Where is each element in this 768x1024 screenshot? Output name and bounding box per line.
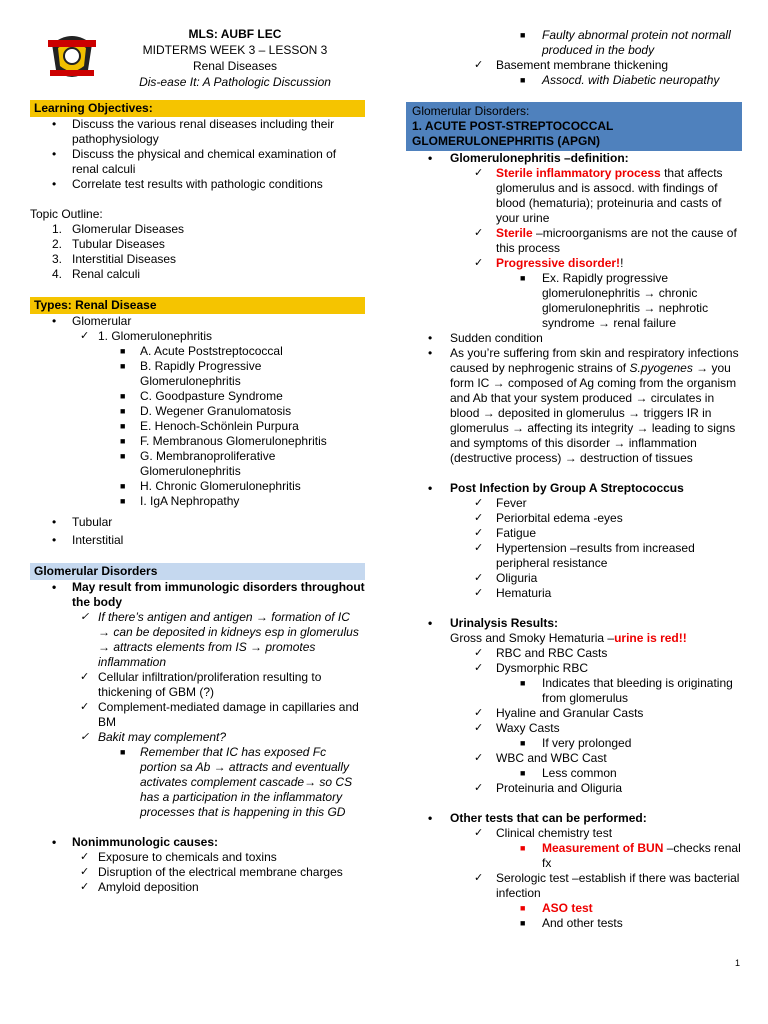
list-item: • Urinalysis Results: [428, 616, 559, 630]
list-item: ✓ WBC and WBC Cast [474, 751, 607, 765]
left-column [30, 100, 365, 895]
list-item: ■ Ex. Rapidly progressive glomerulonephritis → chronic glomerulonephritis → nephrotic syndrome → renal failure [520, 271, 709, 330]
list-item: • Interstitial [52, 533, 124, 547]
types-heading: Types: Renal Disease [30, 297, 365, 314]
list-item: ■ Less common [520, 766, 617, 780]
post-infection-list [406, 481, 742, 601]
list-item: ✓ Waxy Casts [474, 721, 560, 735]
list-item: • Tubular [52, 515, 113, 529]
list-item: ✓ Hematuria [474, 586, 552, 600]
list-item: ✓ If there’s antigen and antigen → formation of IC → can be deposited in kidneys esp in glomerulus → attracts elements from IS → promotes inflammation [80, 610, 359, 669]
nonimmunologic-list [30, 835, 365, 895]
list-item: 2. Tubular Diseases [52, 237, 165, 251]
topic-outline-list [30, 222, 365, 282]
apgn-list [406, 151, 742, 466]
list-item: ✓ Amyloid deposition [80, 880, 199, 894]
list-item: • Correlate test results with pathologic conditions [52, 177, 323, 191]
list-item: ✓ Progressive disorder!! [474, 256, 624, 270]
list-item: ■ Faulty abnormal protein not normall produced in the body [520, 28, 731, 57]
list-item: • Discuss the physical and chemical examination of renal calculi [52, 147, 337, 176]
list-item: ■ Remember that IC has exposed Fc portion sa Ab → attracts and eventually activates complement cascade→ so CS has a participation in the inflammatory processes that is happening in this GD [120, 745, 353, 819]
list-item: ✓ Sterile inflammatory process that affects glomerulus and is assocd. with findings of blood (hematuria); proteinuria and casts of your urine [474, 166, 723, 225]
section-title-box: Glomerular Disorders: 1. ACUTE POST-STREPTOCOCCAL GLOMERULONEPHRITIS (APGN) [406, 102, 742, 151]
list-item: ✓ RBC and RBC Casts [474, 646, 608, 660]
list-item: ■ F. Membranous Glomerulonephritis [120, 434, 327, 448]
types-list [30, 314, 365, 548]
list-item: ✓ Bakit may complement? [80, 730, 227, 744]
right-column [406, 28, 742, 931]
list-item: ✓ Hyaline and Granular Casts [474, 706, 644, 720]
list-item: ✓ Basement membrane thickening [474, 58, 669, 72]
continued-list [406, 28, 742, 88]
list-item: ■ Assocd. with Diabetic neuropathy [520, 73, 720, 87]
list-item: • Other tests that can be performed: [428, 811, 647, 825]
learning-objectives-list [30, 117, 365, 192]
list-item: • As you’re suffering from skin and respiratory infections caused by nephrogenic strains of S.pyogenes → you form IC → composed of Ag coming from the organism and Ab that your system produced → circulates in blood → deposited in glomerulus → triggers IR in glomerulus → affecting its integrity → leading to signs and symptoms of this disorder → inflammation (destructive process) → destruction of tissues [428, 346, 739, 465]
school-logo [44, 26, 100, 86]
list-item: ■ C. Goodpasture Syndrome [120, 389, 283, 403]
list-item: ■ Indicates that bleeding is originating from glomerulus [520, 676, 733, 705]
list-item: 4. Renal calculi [52, 267, 141, 281]
list-item: ✓ Periorbital edema -eyes [474, 511, 623, 525]
page-number: 1 [734, 958, 740, 968]
topic-title: Renal Diseases [192, 59, 278, 73]
list-item: ✓ Oliguria [474, 571, 538, 585]
list-item: ✓ Dysmorphic RBC [474, 661, 589, 675]
list-item: ✓ Fatigue [474, 526, 537, 540]
list-item: ■ If very prolonged [520, 736, 632, 750]
topic-outline-heading: Topic Outline: [30, 207, 103, 221]
list-item: ■ ASO test [520, 901, 593, 915]
list-item: ✓ 1. Glomerulonephritis [80, 329, 213, 343]
document-header [110, 26, 360, 90]
list-item: ■ G. Membranoproliferative Glomerulonephritis [120, 449, 276, 478]
glomerular-disorders-heading: Glomerular Disorders [30, 563, 365, 580]
list-item: 3. Interstitial Diseases [52, 252, 177, 266]
list-item: ■ A. Acute Poststreptococcal [120, 344, 283, 358]
list-item: ■ And other tests [520, 916, 623, 930]
other-tests-list [406, 811, 742, 931]
list-item: ✓ Fever [474, 496, 527, 510]
lesson-title: MIDTERMS WEEK 3 – LESSON 3 [142, 43, 328, 57]
list-item: Gross and Smoky Hematuria –urine is red!! [450, 631, 687, 645]
subtitle: Dis-ease It: A Pathologic Discussion [139, 75, 331, 89]
list-item: ■ D. Wegener Granulomatosis [120, 404, 292, 418]
list-item: • Nonimmunologic causes: [52, 835, 219, 849]
glomerular-disorders-list [30, 580, 365, 820]
list-item: ■ E. Henoch-Schönlein Purpura [120, 419, 299, 433]
list-item: ■ H. Chronic Glomerulonephritis [120, 479, 301, 493]
list-item: ✓ Clinical chemistry test [474, 826, 613, 840]
list-item: ✓ Cellular infiltration/proliferation resulting to thickening of GBM (?) [80, 670, 322, 699]
list-item: ■ I. IgA Nephropathy [120, 494, 240, 508]
list-item: ■ B. Rapidly Progressive Glomerulonephritis [120, 359, 262, 388]
list-item: ✓ Complement-mediated damage in capillaries and BM [80, 700, 359, 729]
learning-objectives-heading: Learning Objectives: [30, 100, 365, 117]
list-item: ✓ Proteinuria and Oliguria [474, 781, 623, 795]
urinalysis-list [406, 616, 742, 796]
list-item: ✓ Disruption of the electrical membrane charges [80, 865, 343, 879]
list-item: ✓ Sterile –microorganisms are not the cause of this process [474, 226, 737, 255]
list-item: 1. Glomerular Diseases [52, 222, 185, 236]
course-title: MLS: AUBF LEC [188, 27, 282, 41]
list-item: ✓ Serologic test –establish if there was bacterial infection [474, 871, 740, 900]
list-item: • Discuss the various renal diseases including their pathophysiology [52, 117, 335, 146]
list-item: ✓ Hypertension –results from increased peripheral resistance [474, 541, 695, 570]
list-item: ■ Measurement of BUN –checks renal fx [520, 841, 741, 870]
list-item: • May result from immunologic disorders throughout the body [52, 580, 365, 609]
list-item: • Glomerular [52, 314, 132, 328]
list-item: • Sudden condition [428, 331, 543, 345]
list-item: ✓ Exposure to chemicals and toxins [80, 850, 277, 864]
list-item: • Glomerulonephritis –definition: [428, 151, 629, 165]
list-item: • Post Infection by Group A Streptococcus [428, 481, 684, 495]
